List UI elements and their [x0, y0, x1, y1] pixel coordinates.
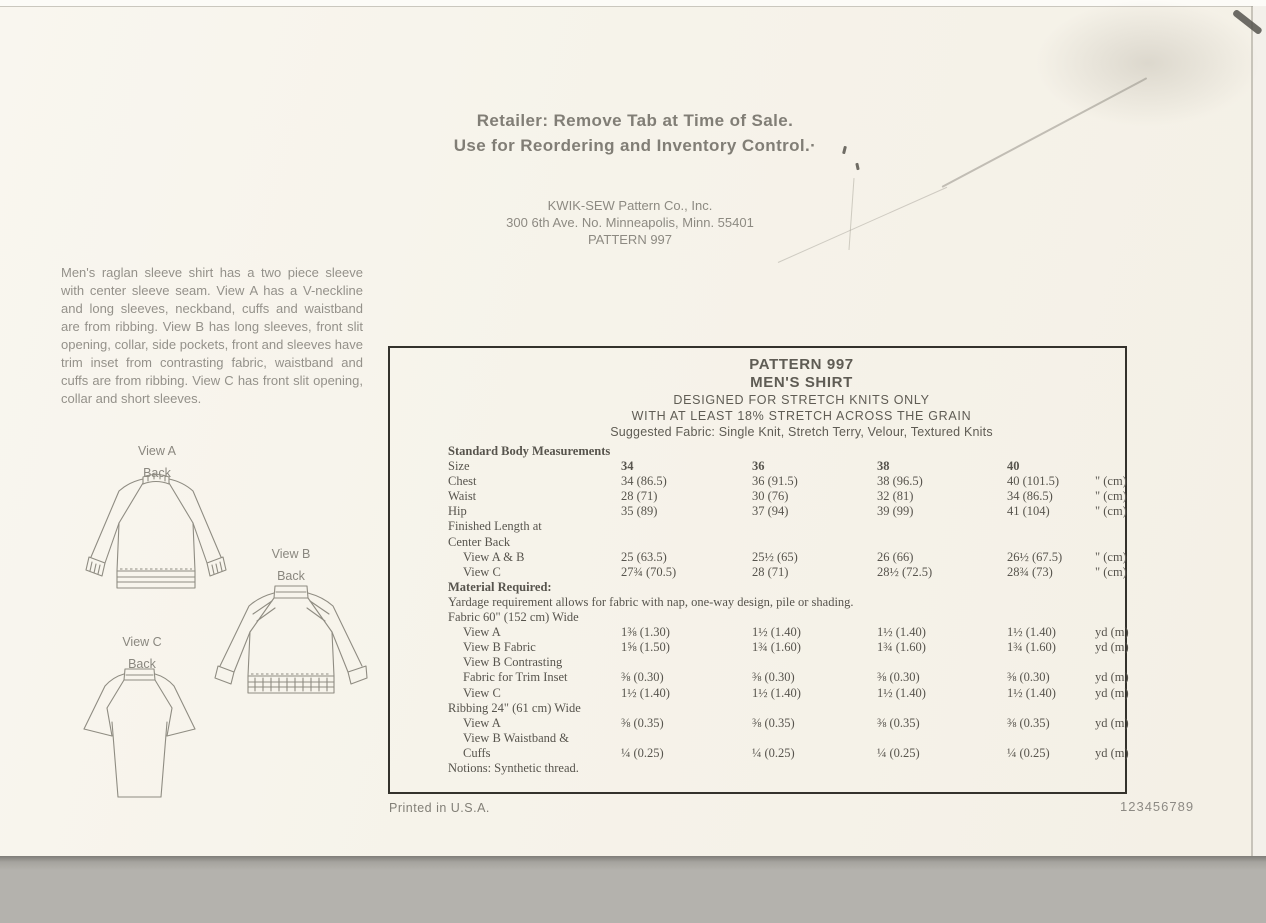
size-value-cell: 26 (66): [877, 549, 914, 564]
size-value-cell: 38: [877, 459, 890, 474]
size-value-cell: ¼ (0.25): [877, 745, 920, 760]
size-value-cell: ⅜ (0.30): [621, 670, 664, 685]
row-label: Fabric for Trim Inset: [463, 670, 568, 685]
size-value-cell: 36: [752, 459, 765, 474]
unit-cell: yd (m): [1095, 715, 1129, 730]
row-label: Finished Length at: [448, 519, 542, 534]
spec-table-row: [448, 640, 1129, 655]
size-value-cell: 37 (94): [752, 504, 789, 519]
spec-table-header: [434, 348, 1169, 440]
row-label: View A: [463, 715, 501, 730]
size-value-cell: 27¾ (70.5): [621, 564, 677, 579]
size-value-cell: 1¾ (1.60): [1007, 640, 1056, 655]
spec-table-row: [448, 685, 1129, 701]
size-value-cell: 1½ (1.40): [752, 685, 801, 700]
size-value-cell: ⅜ (0.30): [752, 670, 795, 685]
size-value-cell: 28½ (72.5): [877, 564, 933, 579]
publisher-block: [370, 197, 890, 248]
spec-table-row: [448, 610, 1125, 625]
pattern-spec-table: [388, 346, 1127, 794]
size-value-cell: 40: [1007, 459, 1020, 474]
spec-table-row: [448, 670, 1129, 685]
retailer-notice-line2: Use for Reordering and Inventory Control.·: [453, 136, 817, 155]
row-label: View A & B: [463, 549, 525, 564]
size-value-cell: 1¾ (1.60): [752, 640, 801, 655]
spec-table-row: [448, 550, 1125, 565]
view-b-name: View B: [271, 547, 311, 561]
row-label: Size: [448, 459, 470, 474]
view-b-sub: Back: [277, 569, 305, 583]
size-value-cell: ¼ (0.25): [1007, 745, 1050, 760]
size-value-cell: 40 (101.5): [1007, 474, 1060, 489]
size-value-cell: ⅜ (0.35): [621, 715, 664, 730]
row-label: View B Contrasting: [463, 655, 563, 670]
size-value-cell: 1½ (1.40): [877, 685, 926, 700]
view-c-shirt-back-drawing: [76, 666, 204, 804]
size-value-cell: ⅜ (0.35): [752, 715, 795, 730]
size-value-cell: 26½ (67.5): [1007, 549, 1063, 564]
retailer-notice-line1: Retailer: Remove Tab at Time of Sale.: [476, 111, 794, 130]
size-value-cell: 1½ (1.40): [1007, 685, 1056, 700]
size-value-cell: ¼ (0.25): [752, 745, 795, 760]
size-value-cell: 35 (89): [621, 504, 658, 519]
size-value-cell: 1⅝ (1.50): [621, 640, 670, 655]
size-value-cell: 1½ (1.40): [1007, 625, 1056, 640]
row-label: Material Required:: [448, 579, 552, 594]
unit-cell: yd (m): [1095, 640, 1129, 655]
publisher-address: 300 6th Ave. No. Minneapolis, Minn. 55401: [506, 215, 754, 230]
spec-table-row: [448, 655, 1125, 670]
unit-cell: yd (m): [1095, 685, 1129, 700]
spec-table-row: [448, 535, 1125, 550]
size-value-cell: 32 (81): [877, 489, 914, 504]
row-label: Fabric 60" (152 cm) Wide: [448, 610, 579, 625]
size-value-cell: 36 (91.5): [752, 474, 798, 489]
size-value-cell: 1⅜ (1.30): [621, 625, 670, 640]
size-value-cell: ¼ (0.25): [621, 745, 664, 760]
size-value-cell: 1½ (1.40): [752, 625, 801, 640]
row-label: View B Waistband &: [463, 730, 569, 745]
row-label: View B Fabric: [463, 640, 536, 655]
spec-table-row: [448, 459, 1125, 474]
spec-table-rows: [390, 440, 1129, 776]
size-value-cell: 1½ (1.40): [877, 625, 926, 640]
size-value-cell: 34 (86.5): [621, 474, 667, 489]
spec-table-row: [448, 701, 1125, 716]
view-b-label: [241, 543, 341, 587]
unit-cell: [1095, 459, 1125, 474]
unit-cell: " (cm): [1095, 489, 1127, 504]
spec-table-row: [448, 595, 1125, 610]
publisher-company: KWIK-SEW Pattern Co., Inc.: [547, 198, 713, 213]
size-value-cell: ⅜ (0.35): [1007, 715, 1050, 730]
size-value-cell: 41 (104): [1007, 504, 1050, 519]
row-label: View C: [463, 564, 501, 579]
row-label: Notions: Synthetic thread.: [448, 760, 579, 775]
spec-table-row: [448, 504, 1125, 519]
spec-table-row: [448, 761, 1125, 776]
size-value-cell: 28¾ (73): [1007, 564, 1053, 579]
spec-table-row: [448, 565, 1125, 580]
row-label: Waist: [448, 489, 477, 504]
publisher-pattern-number: PATTERN 997: [587, 232, 673, 247]
spec-subtitle-2: WITH AT LEAST 18% STRETCH ACROSS THE GRAIN: [631, 409, 972, 423]
unit-cell: " (cm): [1095, 504, 1127, 519]
row-label: Chest: [448, 474, 477, 489]
spec-table-row: [448, 474, 1125, 489]
unit-cell: yd (m): [1095, 625, 1129, 640]
size-value-cell: 25 (63.5): [621, 549, 667, 564]
row-label: Hip: [448, 504, 467, 519]
view-a-sub: Back: [143, 466, 171, 480]
garment-description: Men's raglan sleeve shirt has a two piece sleeve with center sleeve seam. View A has a V-neckline and long sleeves, neckband, cuffs and waistband are from ribbing. View B has long sleeves, front slit opening, collar, side pockets, front and sleeves have trim inset from contrasting fabric, waistband and cuffs are from ribbing. View C has front slit opening, collar and short sleeves.: [61, 265, 363, 406]
spec-table-row: [448, 519, 1125, 534]
size-value-cell: ⅜ (0.30): [1007, 670, 1050, 685]
size-value-cell: ⅜ (0.30): [877, 670, 920, 685]
spec-table-row: [448, 489, 1125, 504]
spec-table-row: [448, 580, 1125, 595]
row-label: Yardage requirement allows for fabric with nap, one-way design, pile or shading.: [448, 594, 854, 609]
row-label: View C: [463, 685, 501, 700]
size-value-cell: 34 (86.5): [1007, 489, 1053, 504]
size-value-cell: 28 (71): [621, 489, 658, 504]
unit-cell: yd (m): [1095, 745, 1129, 760]
unit-cell: " (cm): [1095, 474, 1127, 489]
size-value-cell: ⅜ (0.35): [877, 715, 920, 730]
size-value-cell: 1½ (1.40): [621, 685, 670, 700]
row-label: View A: [463, 625, 501, 640]
printed-in-usa: Printed in U.S.A.: [389, 801, 490, 815]
spec-title-pattern: PATTERN 997: [749, 356, 854, 373]
view-a-shirt-back-drawing: [80, 470, 232, 598]
unit-cell: yd (m): [1095, 670, 1129, 685]
size-value-cell: 38 (96.5): [877, 474, 923, 489]
view-a-name: View A: [138, 444, 176, 458]
retailer-notice: [330, 108, 940, 158]
row-label: Ribbing 24" (61 cm) Wide: [448, 700, 581, 715]
view-c-sub: Back: [128, 657, 156, 671]
spec-table-row: [448, 625, 1129, 640]
size-value-cell: 28 (71): [752, 564, 789, 579]
inventory-code: 123456789: [1120, 799, 1195, 814]
view-c-name: View C: [122, 635, 162, 649]
row-label: Center Back: [448, 534, 511, 549]
unit-cell: " (cm): [1095, 564, 1127, 579]
spec-subtitle-1: DESIGNED FOR STRETCH KNITS ONLY: [673, 393, 930, 407]
size-value-cell: 39 (99): [877, 504, 914, 519]
spec-table-row: [448, 731, 1125, 746]
scan-bottom-background: [0, 856, 1266, 923]
size-value-cell: 1¾ (1.60): [877, 640, 926, 655]
size-value-cell: 25½ (65): [752, 549, 798, 564]
row-label: Cuffs: [463, 745, 491, 760]
view-b-shirt-back-drawing: [213, 583, 371, 705]
unit-cell: " (cm): [1095, 549, 1127, 564]
spec-table-row: [448, 745, 1129, 761]
size-value-cell: 30 (76): [752, 489, 789, 504]
spec-table-row: [448, 715, 1129, 731]
spec-suggested-fabric: Suggested Fabric: Single Knit, Stretch Terry, Velour, Textured Knits: [610, 425, 993, 439]
size-value-cell: 34: [621, 459, 634, 474]
spec-table-row: [448, 444, 1125, 459]
spec-title-garment: MEN'S SHIRT: [750, 374, 853, 391]
row-label: Standard Body Measurements: [448, 444, 611, 458]
